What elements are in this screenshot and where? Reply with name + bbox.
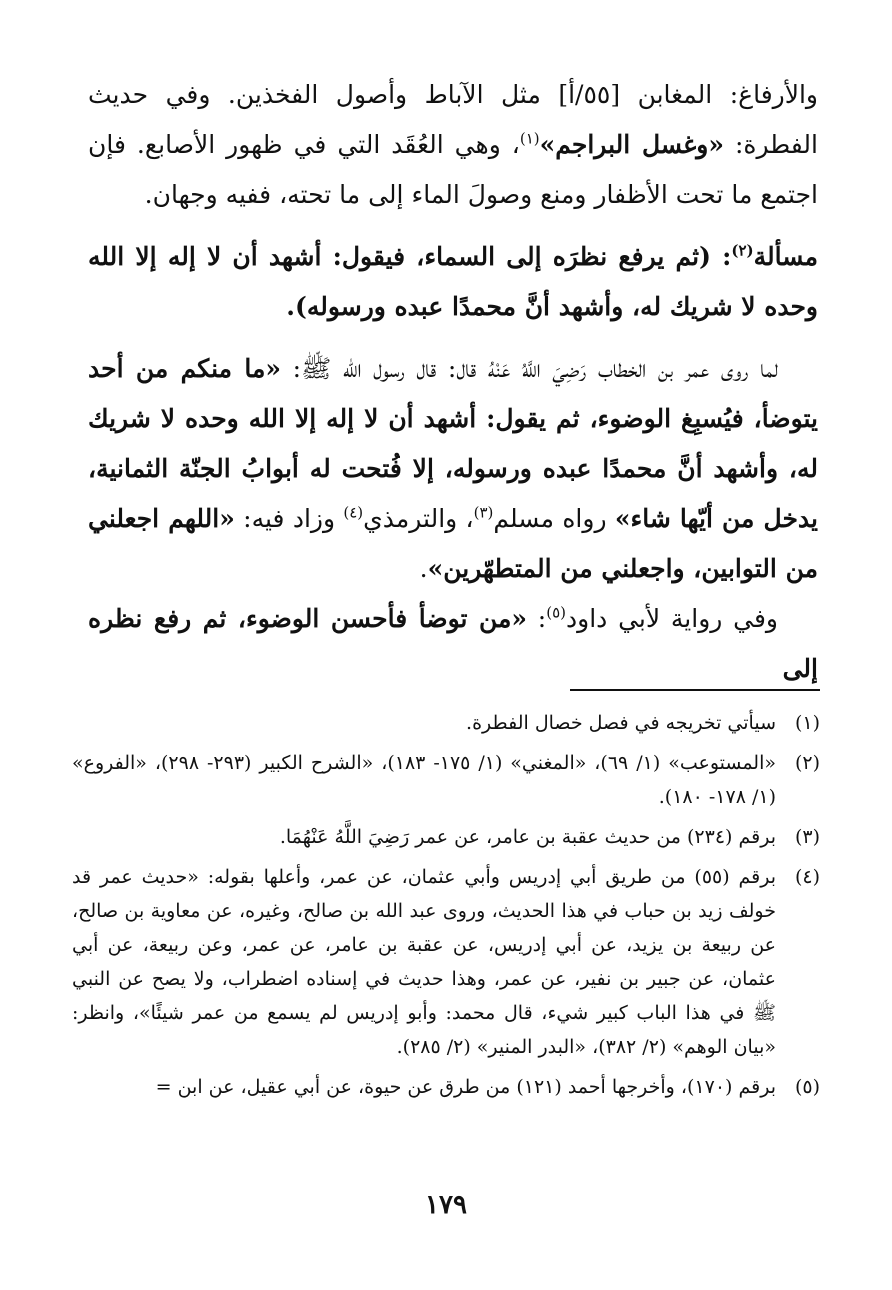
footnote-divider bbox=[570, 689, 820, 691]
hadith-quote: «من توضأ فأحسن الوضوء، ثم رفع نظره إلى bbox=[88, 604, 818, 683]
hadith-quote: «وغسل البراجم» bbox=[539, 130, 724, 159]
masala-label: مسألة bbox=[753, 242, 818, 271]
footnote-number: (٣) bbox=[794, 826, 820, 848]
footnote-text: برقم (٥٥) من طريق أبي إدريس وأبي عثمان، عن عمر، وأعلها بقوله: «حديث عمر قد خولف زيد بن حباب في هذا الحديث، وروى عبد الله بن صالح، وغيره، عن معاوية بن صالح، عن ربيعة بن يزيد، عن أبي إدريس، عن عقبة بن عامر، عن عمر، وعن ربيعة، عن أبي عثمان، عن جبير بن نفير، عن عمر، وهذا حديث في إسناده اضطراب، ولا يصح عن النبي ﷺ في هذا الباب كبير شيء، قال محمد: وأبو إدريس لم يسمع من عمر شيئًا»، وانظر: «بيان الوهم» (٢/ ٣٨٢)، «البدر المنير» (٢/ ٢٨٥). bbox=[72, 866, 776, 1058]
footnote-ref-4[interactable]: (٤) bbox=[343, 503, 364, 522]
footnote-text: «المستوعب» (١/ ٦٩)، «المغني» (١/ ١٧٥- ١٨٣)، «الشرح الكبير (٢٩٣- ٢٩٨)، «الفروع» (١/ ١٧٨- ١٨٠). bbox=[72, 752, 776, 808]
paragraph-masala bbox=[88, 232, 818, 332]
paragraph-3 bbox=[88, 344, 818, 594]
main-text bbox=[88, 70, 818, 694]
hadith-quote: «اللهم اجعلني من التوابين، واجعلني من المتطهّرين» bbox=[88, 504, 818, 583]
text-run: وزاد فيه: bbox=[234, 504, 344, 533]
footnote-number: (٤) bbox=[794, 866, 820, 888]
footnote-5 bbox=[72, 1070, 820, 1104]
footnote-1 bbox=[72, 706, 820, 740]
hadith-quote: «ما منكم من أحد يتوضأ، فيُسبِغ الوضوء، ثم يقول: أشهد أن لا إله إلا الله وحده لا شريك له، وأشهد أنَّ محمدًا عبده ورسوله، إلا فُتحت له أبوابُ الجنّة الثمانية، يدخل من أيّها شاء» bbox=[88, 354, 818, 533]
footnote-number: (١) bbox=[794, 712, 820, 734]
footnote-2 bbox=[72, 746, 820, 814]
footnote-text: برقم (٢٣٤) من حديث عقبة بن عامر، عن عمر رَضِيَ اللَّهُ عَنْهُمَا. bbox=[279, 826, 776, 848]
footnote-number: (٥) bbox=[794, 1076, 820, 1098]
footnote-ref-3[interactable]: (٣) bbox=[473, 503, 494, 522]
footnote-ref-1[interactable]: (١) bbox=[519, 129, 540, 148]
footnote-ref-5[interactable]: (٥) bbox=[546, 603, 567, 622]
text-run: : bbox=[527, 604, 547, 633]
footnote-text: برقم (١٧٠)، وأخرجها أحمد (١٢١) من طرق عن حيوة، عن أبي عقيل، عن ابن = bbox=[155, 1076, 776, 1098]
footnote-4 bbox=[72, 860, 820, 1064]
footnote-3 bbox=[72, 820, 820, 854]
footnotes bbox=[72, 706, 820, 1110]
masala-text: : (ثم يرفع نظرَه إلى السماء، فيقول: أشهد أن لا إله إلا الله وحده لا شريك له، وأشهد أنَّ محمدًا عبده ورسوله). bbox=[88, 242, 818, 321]
paragraph-1 bbox=[88, 70, 818, 220]
text-run: وفي رواية لأبي داود bbox=[566, 604, 778, 633]
footnote-ref-2[interactable]: (٢) bbox=[731, 241, 754, 260]
text-run: رواه مسلم bbox=[493, 504, 615, 533]
footnote-number: (٢) bbox=[794, 752, 820, 774]
page-number: ١٧٩ bbox=[425, 1190, 467, 1220]
footnote-text: سيأتي تخريجه في فصل خصال الفطرة. bbox=[466, 712, 776, 734]
text-run: والأرفاغ: المغابن [٥٥/أ] مثل الآباط وأصول الفخذين. وفي حديث الفطرة: bbox=[88, 80, 818, 159]
text-run: ، والترمذي bbox=[363, 504, 474, 533]
text-run: لما روى عمر بن الخطاب رَضِيَ اللَّهُ عَنْهُ قال: قال رسول الله ﷺ: bbox=[281, 354, 778, 383]
text-run: ، وهي العُقَد التي في ظهور الأصابع. فإن اجتمع ما تحت الأظفار ومنع وصولَ الماء إلى ما تحته، ففيه وجهان. bbox=[88, 130, 818, 209]
text-run: . bbox=[419, 554, 428, 583]
paragraph-4 bbox=[88, 594, 818, 694]
